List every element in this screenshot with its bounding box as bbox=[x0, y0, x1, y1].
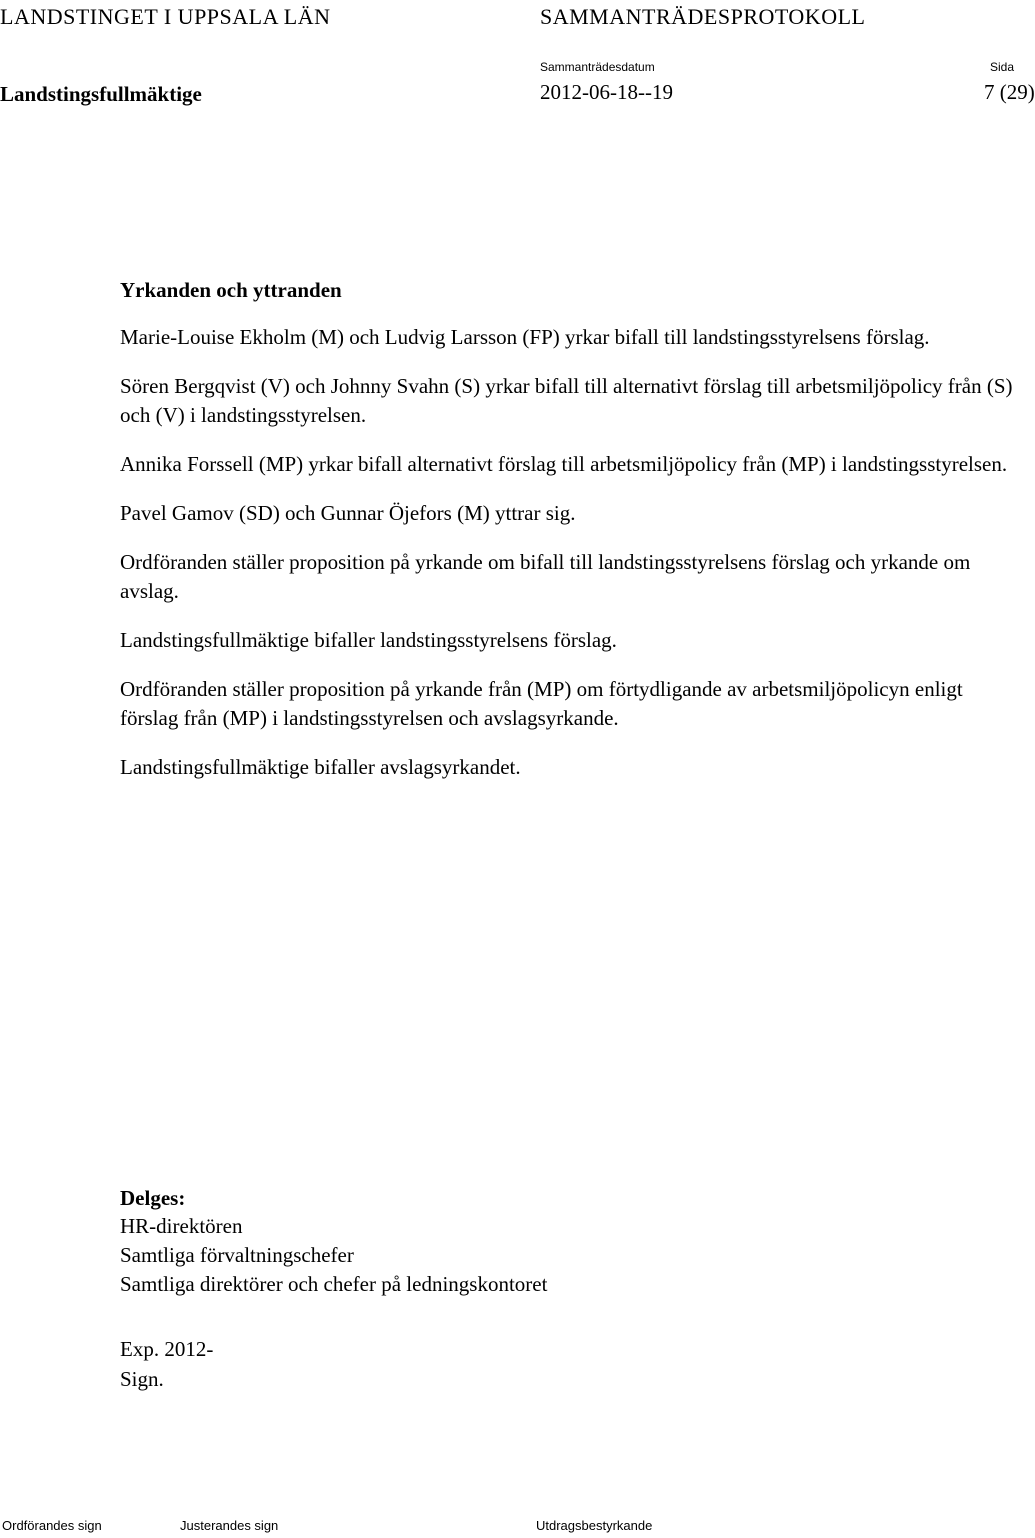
distribution-item: Samtliga förvaltningschefer bbox=[120, 1243, 354, 1267]
distribution-item: HR-direktören bbox=[120, 1214, 243, 1238]
paragraph: Landstingsfullmäktige bifaller landstingsstyrelsens förslag. bbox=[120, 628, 617, 652]
document-type: SAMMANTRÄDESPROTOKOLL bbox=[540, 4, 866, 29]
distribution-list bbox=[120, 1184, 820, 1299]
distribution-item: Samtliga direktörer och chefer på ledningskontoret bbox=[120, 1272, 548, 1296]
page-number: 7 (29) bbox=[984, 80, 1035, 104]
expedition-sign: Sign. bbox=[120, 1367, 164, 1391]
body-name: Landstingsfullmäktige bbox=[0, 82, 202, 106]
date-label: Sammanträdesdatum bbox=[540, 60, 655, 74]
expedition-date: Exp. 2012- bbox=[120, 1337, 214, 1361]
main-content bbox=[120, 278, 1020, 802]
footer-extract-cert: Utdragsbestyrkande bbox=[536, 1518, 653, 1533]
section-heading: Yrkanden och yttranden bbox=[120, 278, 342, 302]
page-label: Sida bbox=[990, 60, 1015, 74]
paragraph: Sören Bergqvist (V) och Johnny Svahn (S) yrkar bifall till alternativt förslag till arbetsmiljöpolicy från (S) och (V) i landstingsstyrelsen. bbox=[120, 374, 1013, 427]
expedition-block bbox=[120, 1334, 213, 1394]
paragraph: Pavel Gamov (SD) och Gunnar Öjefors (M) yttrar sig. bbox=[120, 501, 576, 525]
meeting-date: 2012-06-18--19 bbox=[540, 80, 673, 104]
paragraph: Landstingsfullmäktige bifaller avslagsyrkandet. bbox=[120, 755, 521, 779]
paragraph: Ordföranden ställer proposition på yrkande om bifall till landstingsstyrelsens förslag och yrkande om avslag. bbox=[120, 550, 971, 603]
distribution-heading: Delges: bbox=[120, 1186, 186, 1210]
footer-adjuster-sign: Justerandes sign bbox=[180, 1518, 279, 1533]
paragraph: Annika Forssell (MP) yrkar bifall alternativt förslag till arbetsmiljöpolicy från (MP) i landstingsstyrelsen. bbox=[120, 452, 1008, 476]
footer-chair-sign: Ordförandes sign bbox=[2, 1518, 102, 1533]
organization-name: LANDSTINGET I UPPSALA LÄN bbox=[0, 4, 331, 29]
paragraph: Marie-Louise Ekholm (M) och Ludvig Larsson (FP) yrkar bifall till landstingsstyrelsens förslag. bbox=[120, 325, 930, 349]
paragraph: Ordföranden ställer proposition på yrkande från (MP) om förtydligande av arbetsmiljöpolicyn enligt förslag från (MP) i landstingsstyrelsen och avslagsyrkande. bbox=[120, 677, 963, 730]
